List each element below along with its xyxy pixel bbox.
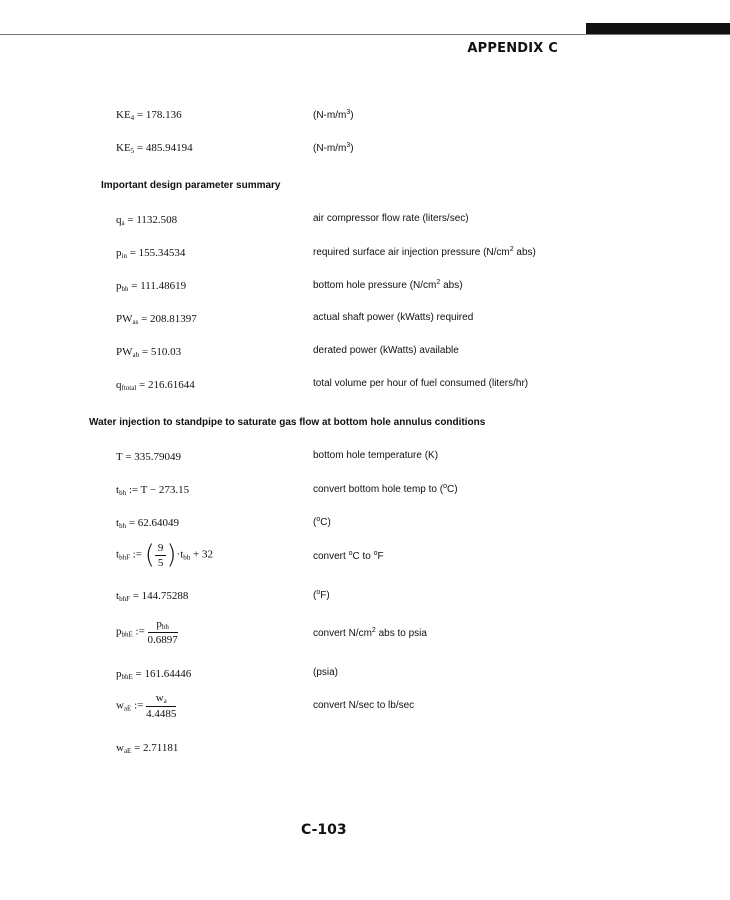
pwas-equation: $PW_{as} = 208.81397$ — [116, 313, 197, 326]
appendix-title: APPENDIX C — [467, 41, 558, 56]
water-heading: Water injection to standpipe to saturate gas flow at bottom hole annulus conditions — [89, 417, 486, 428]
pbhE-assign-description: convert $N/cm^2$ abs to psia — [313, 627, 427, 639]
ke4-equation: $KE_4 = 178.136$ — [116, 109, 182, 122]
waE-assign-description: convert N/sec to lb/sec — [313, 700, 415, 711]
pbhE-value-equation: $p_{bhE} = 161.64446$ — [116, 668, 192, 681]
page-number: C-103 — [301, 822, 347, 838]
tbh-value-equation: $t_{bh} = 62.64049$ — [116, 517, 180, 530]
fraction-wa: $\frac{w_a}{4.4485}$ — [146, 692, 177, 720]
t-description: bottom hole temperature (K) — [313, 450, 439, 461]
tbhF-value-equation: $t_{bhF} = 144.75288$ — [116, 590, 189, 603]
ke5-equation: $KE_5 = 485.94194$ — [116, 142, 193, 155]
qa-equation: $q_a = 1132.508$ — [116, 214, 178, 227]
pin-description: required surface air injection pressure ($N/cm^2$ abs) — [313, 246, 536, 258]
tbh-value-unit: ($^o$C) — [313, 516, 331, 528]
tbhF-assign-description: convert $^o$C to $^o$F — [313, 550, 384, 562]
waE-assign-equation: $w_{aE}$ := $\frac{w_a}{4.4485}$ — [116, 692, 177, 720]
pwab-equation: $PW_{ab} = 510.03$ — [116, 346, 182, 359]
qa-description: air compressor flow rate (liters/sec) — [313, 213, 469, 224]
header-rule — [0, 34, 730, 35]
pwab-description: derated power (kWatts) available — [313, 345, 459, 356]
ke5-unit: $(N-m/m^3)$ — [313, 142, 354, 154]
pbh-equation: $p_{bh} = 111.48619$ — [116, 280, 187, 293]
pbhE-value-unit: (psia) — [313, 667, 339, 678]
tbh-assign-description: convert bottom hole temp to ($^o$C) — [313, 483, 458, 495]
fraction-9-5: $\frac{9}{5}$ — [155, 542, 167, 569]
t-equation: T = 335.79049 — [116, 451, 181, 463]
pbhE-assign-equation: $p_{bhE}$ := $\frac{p_{bh}}{0.6897}$ — [116, 618, 178, 646]
tbh-assign-equation: $t_{bh}$ := T − 273.15 — [116, 484, 190, 497]
pwas-description: actual shaft power (kWatts) required — [313, 312, 474, 323]
tbhF-assign-equation: $t_{bhF}$ := ( $\frac{9}{5}$ )$\cdot t_{bh} + 32$ — [116, 540, 213, 570]
qftotal-description: total volume per hour of fuel consumed (liters/hr) — [313, 378, 529, 389]
tbhF-value-unit: ($^o$F) — [313, 589, 330, 601]
fraction-pbh: $\frac{p_{bh}}{0.6897}$ — [147, 618, 178, 646]
ke4-unit: $(N-m/m^3)$ — [313, 109, 354, 121]
summary-heading: Important design parameter summary — [101, 180, 281, 191]
waE-value-equation: $w_{aE} = 2.71181$ — [116, 742, 179, 755]
pin-equation: $p_{in} = 155.34534$ — [116, 247, 186, 260]
pbh-description: bottom hole pressure ($N/cm^2$ abs) — [313, 279, 463, 291]
qftotal-equation: $q_{ftotal} = 216.61644$ — [116, 379, 195, 392]
